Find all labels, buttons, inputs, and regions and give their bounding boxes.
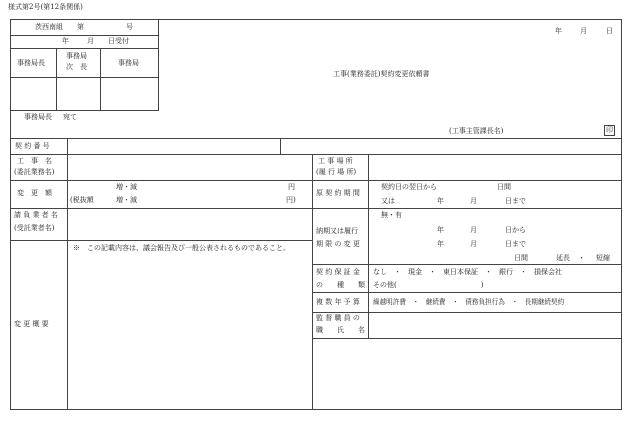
document-title: 工事(業務委託)契約変更依頼書 (333, 70, 430, 78)
tax-excluded-label: (税抜額 (70, 196, 94, 204)
reception-year: 年 (62, 37, 69, 45)
deadline-extend: 延長 (556, 254, 570, 262)
period-days: 日間 (497, 183, 511, 191)
deadline-year-1: 年 (437, 226, 444, 234)
multi-year-budget-label: 複 数 年 予 算 (316, 298, 360, 306)
period-from: 契約日の翌日から (381, 183, 437, 191)
change-amount-label: 変 更 額 (17, 189, 52, 197)
reception-org: 茨西南組 (35, 23, 63, 31)
period-until: 日まで (505, 197, 526, 205)
seal-mark: 印 (606, 126, 613, 134)
deadline-month-1: 月 (470, 226, 477, 234)
deadline-exist: 無・有 (381, 211, 402, 219)
multi-year-budget-options: 繰越明許費 ・ 継続費 ・ 債務負担行為 ・ 長期継続契約 (373, 298, 565, 306)
period-month: 月 (470, 197, 477, 205)
deadline-month-2: 月 (470, 240, 477, 248)
reception-dai: 第 (77, 23, 84, 31)
guarantee-label: 契 約 保 証 金 (316, 268, 360, 276)
deadline-from: 日から (505, 226, 526, 234)
location-label: 工 事 場 所 (318, 157, 353, 165)
reception-month: 月 (87, 37, 94, 45)
date-month-label: 月 (580, 27, 587, 35)
date-year-label: 年 (555, 27, 562, 35)
contractor-sub-label: (受託業者名) (14, 224, 55, 232)
period-year: 年 (437, 197, 444, 205)
deadline-shorten: 短縮 (596, 254, 610, 262)
deadline-until: 日まで (505, 240, 526, 248)
contractor-label: 請 負 業 者 名 (14, 211, 58, 219)
sender-label: (工事主管課長名) (449, 127, 504, 135)
deadline-change-sub-label: 期 限 の 変 更 (316, 240, 360, 248)
approver-deputy-2: 次 長 (66, 63, 87, 71)
form-number: 様式第2号(第12条関係) (8, 3, 83, 11)
deadline-dot: ・ (578, 254, 585, 262)
deadline-year-2: 年 (437, 240, 444, 248)
guarantee-other: その他( ) (373, 281, 484, 289)
contract-number-label: 契 約 番 号 (15, 142, 50, 150)
date-day-label: 日 (606, 27, 613, 35)
addressee-name: 事務局長 (24, 113, 52, 121)
approver-deputy-1: 事務局 (66, 52, 87, 60)
change-amount-yen: 円 (288, 183, 295, 191)
guarantee-sub-label: の 種 類 (316, 281, 365, 289)
tax-excluded-inc-dec: 増・減 (116, 196, 137, 204)
project-name-sub-label: (委託業務名) (14, 168, 55, 176)
location-sub-label: (履 行 場 所) (316, 168, 357, 176)
tax-excluded-yen: 円) (286, 196, 296, 204)
guarantee-options: なし ・ 現金 ・ 東日本保証 ・ 銀行 ・ 損保会社 (373, 268, 562, 276)
deadline-days: 日間 (514, 254, 528, 262)
approver-chief: 事務局長 (17, 59, 45, 67)
disclosure-note: ※ この記載内容は、議会報告及び一般公表されるものであること。 (73, 244, 290, 252)
addressee-suffix: 宛て (63, 113, 77, 121)
change-summary-label: 変 更 概 要 (14, 320, 49, 328)
supervisor-sub-label: 職 氏 名 (316, 326, 365, 334)
reception-day: 日受付 (108, 37, 129, 45)
project-name-label: 工 事 名 (17, 157, 52, 165)
reception-go: 号 (126, 23, 133, 31)
period-or: 又は (381, 197, 395, 205)
supervisor-label: 監 督 職 員 の (316, 314, 360, 322)
approver-office: 事務局 (118, 59, 139, 67)
original-period-label: 原 契 約 期 間 (316, 189, 360, 197)
deadline-change-label: 納期又は履行 (316, 227, 358, 235)
change-amount-inc-dec: 増・減 (116, 183, 137, 191)
